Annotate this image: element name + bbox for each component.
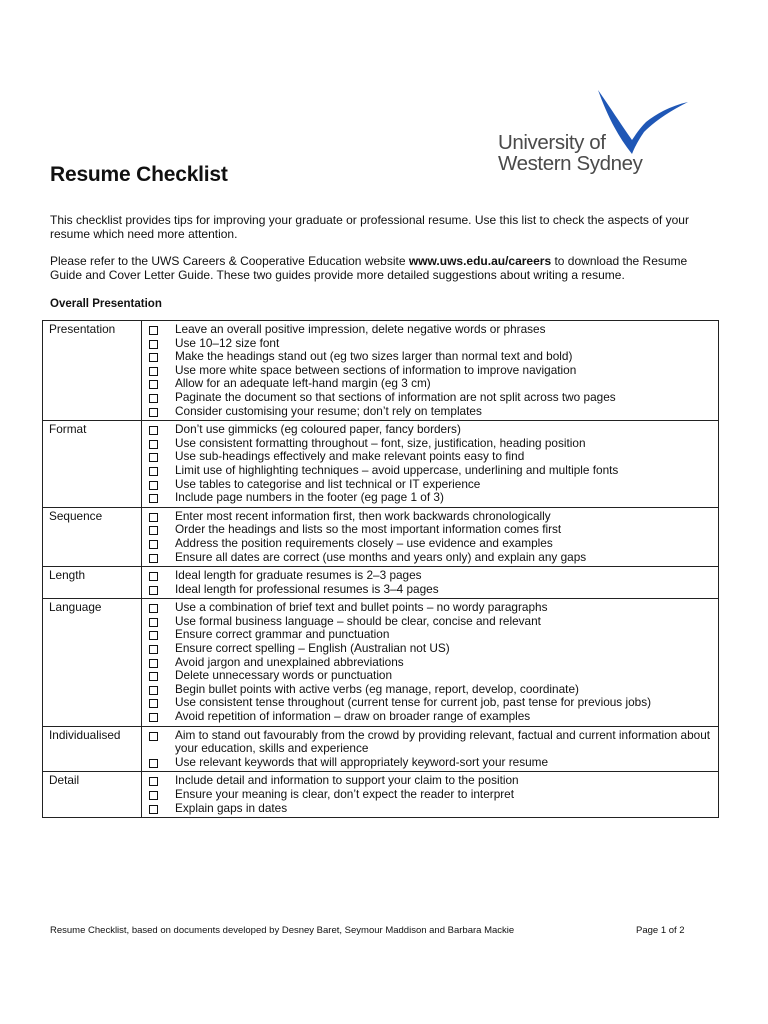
reference-text-end: to download the Resume Guide and Cover Letter Guide. These two guides provide more detailed suggestions about writing a resume. — [50, 254, 688, 282]
checklist-body — [43, 321, 719, 818]
checklist-row — [43, 321, 719, 421]
checkbox-icon[interactable] — [149, 408, 158, 417]
checklist-item-text: Avoid repetition of information – draw on broader range of examples — [175, 709, 531, 724]
checklist-item-text: Limit use of highlighting techniques – avoid uppercase, underlining and multiple fonts — [175, 462, 619, 477]
category-label: Language — [43, 599, 142, 726]
checkbox-icon[interactable] — [149, 426, 158, 435]
checkbox-icon[interactable] — [149, 494, 158, 503]
checklist-table — [42, 320, 719, 818]
checklist-item-text: Address the position requirements closely – use evidence and examples — [175, 535, 553, 550]
checklist-item — [148, 710, 712, 724]
checkbox-icon[interactable] — [149, 481, 158, 490]
page-number: Page 1 of 2 — [636, 925, 685, 936]
checklist-item — [148, 656, 712, 670]
checklist-item — [148, 583, 712, 597]
checklist-item — [148, 323, 712, 337]
checklist-item — [148, 450, 712, 464]
checkbox-icon[interactable] — [149, 805, 158, 814]
checklist-item — [148, 364, 712, 378]
checklist-item-text: Delete unnecessary words or punctuation — [175, 668, 393, 683]
checklist-item-text: Use consistent tense throughout (current tense for current job, past tense for previous jobs) — [175, 695, 652, 710]
checkbox-icon[interactable] — [149, 699, 158, 708]
category-items — [142, 726, 719, 772]
checklist-item-text: Aim to stand out favourably from the crowd by providing relevant, factual and current information about your education, skills and experience — [175, 727, 711, 756]
checklist-item — [148, 551, 712, 565]
checkbox-icon[interactable] — [149, 686, 158, 695]
checklist-item — [148, 601, 712, 615]
checklist-item — [148, 642, 712, 656]
checklist-row — [43, 772, 719, 818]
checklist-item-text: Use relevant keywords that will appropriately keyword-sort your resume — [175, 754, 549, 769]
checklist-item — [148, 569, 712, 583]
category-label: Length — [43, 567, 142, 599]
checklist-item-text: Use 10–12 size font — [175, 335, 280, 350]
checkbox-icon[interactable] — [149, 791, 158, 800]
checkbox-icon[interactable] — [149, 618, 158, 627]
section-heading: Overall Presentation — [50, 298, 162, 310]
checklist-item-text: Ensure all dates are correct (use months and years only) and explain any gaps — [175, 549, 587, 564]
category-items — [142, 772, 719, 818]
checkbox-icon[interactable] — [149, 713, 158, 722]
checklist-item-text: Order the headings and lists so the most important information comes first — [175, 522, 562, 537]
checklist-item-text: Use tables to categorise and list technical or IT experience — [175, 476, 481, 491]
checkbox-icon[interactable] — [149, 513, 158, 522]
checklist-item-text: Use formal business language – should be clear, concise and relevant — [175, 613, 541, 628]
checklist-row — [43, 726, 719, 772]
checkbox-icon[interactable] — [149, 659, 158, 668]
checklist-item-text: Make the headings stand out (eg two sizes larger than normal text and bold) — [175, 349, 573, 364]
checklist-item-text: Use more white space between sections of information to improve navigation — [175, 362, 577, 377]
checkbox-icon[interactable] — [149, 353, 158, 362]
checklist-item — [148, 350, 712, 364]
checkbox-icon[interactable] — [149, 672, 158, 681]
checklist-item — [148, 510, 712, 524]
category-items — [142, 567, 719, 599]
checklist-row — [43, 421, 719, 508]
checklist-item-text: Include detail and information to support your claim to the position — [175, 773, 519, 788]
checklist-item — [148, 423, 712, 437]
category-label: Format — [43, 421, 142, 508]
checklist-item — [148, 788, 712, 802]
university-logo — [490, 82, 720, 192]
checklist-item — [148, 391, 712, 405]
checklist-item-text: Ensure your meaning is clear, don’t expect the reader to interpret — [175, 787, 515, 801]
logo-line-2: Western Sydney — [498, 152, 643, 175]
intro-paragraph: This checklist provides tips for improving your graduate or professional resume. Use this list to check the aspects of your resume which need more attention. — [50, 213, 689, 241]
checklist-items — [148, 423, 712, 505]
checklist-item — [148, 523, 712, 537]
checkbox-icon[interactable] — [149, 394, 158, 403]
category-items — [142, 421, 719, 508]
checklist-item — [148, 537, 712, 551]
checklist-items — [148, 510, 712, 564]
checkbox-icon[interactable] — [149, 526, 158, 535]
checklist-item — [148, 337, 712, 351]
category-label: Presentation — [43, 321, 142, 421]
category-label: Individualised — [43, 726, 142, 772]
checklist-item-text: Explain gaps in dates — [175, 800, 288, 815]
logo-line-1: University of — [498, 131, 606, 154]
checklist-item — [148, 464, 712, 478]
checklist-item — [148, 478, 712, 492]
checklist-item-text: Don’t use gimmicks (eg coloured paper, fancy borders) — [175, 422, 461, 437]
checklist-item-text: Use sub-headings effectively and make relevant points easy to find — [175, 449, 525, 464]
checklist-item-text: Begin bullet points with active verbs (eg manage, report, develop, coordinate) — [175, 681, 579, 696]
checkbox-icon[interactable] — [149, 631, 158, 640]
checklist-item-text: Avoid jargon and unexplained abbreviations — [175, 654, 404, 669]
checklist-item — [148, 802, 712, 816]
category-items — [142, 507, 719, 566]
checklist-item — [148, 377, 712, 391]
checkbox-icon[interactable] — [149, 367, 158, 376]
checklist-item — [148, 491, 712, 505]
checklist-item-text: Leave an overall positive impression, delete negative words or phrases — [175, 322, 546, 336]
checklist-item — [148, 437, 712, 451]
checklist-row — [43, 507, 719, 566]
category-label: Sequence — [43, 507, 142, 566]
checkbox-icon[interactable] — [149, 453, 158, 462]
checkbox-icon[interactable] — [149, 586, 158, 595]
page-title: Resume Checklist — [50, 163, 228, 186]
checklist-item — [148, 756, 712, 770]
checklist-item-text: Paginate the document so that sections of information are not split across two pages — [175, 389, 616, 404]
checkbox-icon[interactable] — [149, 467, 158, 476]
reference-text-start: Please refer to the UWS Careers & Cooperative Education website — [50, 254, 409, 268]
checkbox-icon[interactable] — [149, 777, 158, 786]
checklist-row — [43, 567, 719, 599]
checkbox-icon[interactable] — [149, 540, 158, 549]
checklist-items — [148, 569, 712, 596]
checklist-item — [148, 729, 712, 756]
checkbox-icon[interactable] — [149, 572, 158, 581]
checklist-item-text: Ensure correct grammar and punctuation — [175, 627, 390, 642]
checklist-item-text: Ideal length for professional resumes is 3–4 pages — [175, 581, 439, 596]
checklist-item-text: Allow for an adequate left-hand margin (eg 3 cm) — [175, 376, 431, 391]
category-items — [142, 321, 719, 421]
checkbox-icon[interactable] — [149, 326, 158, 335]
checklist-item-text: Use a combination of brief text and bullet points – no wordy paragraphs — [175, 600, 548, 615]
checklist-items — [148, 601, 712, 723]
careers-website-link[interactable]: www.uws.edu.au/careers — [408, 254, 552, 268]
checkbox-icon[interactable] — [149, 340, 158, 349]
checklist-item — [148, 696, 712, 710]
checklist-items — [148, 323, 712, 418]
checklist-item-text: Use consistent formatting throughout – font, size, justification, heading position — [175, 435, 586, 450]
checkbox-icon[interactable] — [149, 554, 158, 563]
category-label: Detail — [43, 772, 142, 818]
checklist-item-text: Enter most recent information first, then work backwards chronologically — [175, 508, 551, 523]
checklist-item — [148, 628, 712, 642]
checkbox-icon[interactable] — [149, 380, 158, 389]
checklist-item-text: Ensure correct spelling – English (Australian not US) — [175, 641, 450, 656]
checkbox-icon[interactable] — [149, 645, 158, 654]
category-items — [142, 599, 719, 726]
checklist-item-text: Ideal length for graduate resumes is 2–3 pages — [175, 568, 422, 583]
checklist-item-text: Include page numbers in the footer (eg page 1 of 3) — [175, 490, 444, 505]
checklist-item — [148, 774, 712, 788]
checklist-items — [148, 729, 712, 770]
checklist-items — [148, 774, 712, 815]
checklist-row — [43, 599, 719, 726]
checkbox-icon[interactable] — [149, 604, 158, 613]
logo-wordmark — [498, 132, 642, 174]
checklist-item — [148, 615, 712, 629]
checkbox-icon[interactable] — [149, 440, 158, 449]
reference-paragraph — [50, 254, 722, 282]
checklist-item-text: Consider customising your resume; don’t rely on templates — [175, 403, 482, 418]
checklist-item — [148, 683, 712, 697]
checklist-item — [148, 669, 712, 683]
footer-credit: Resume Checklist, based on documents developed by Desney Baret, Seymour Maddison and Barbara Mackie — [50, 925, 515, 936]
checkbox-icon[interactable] — [149, 732, 158, 741]
checklist-item — [148, 405, 712, 419]
checkbox-icon[interactable] — [149, 759, 158, 768]
